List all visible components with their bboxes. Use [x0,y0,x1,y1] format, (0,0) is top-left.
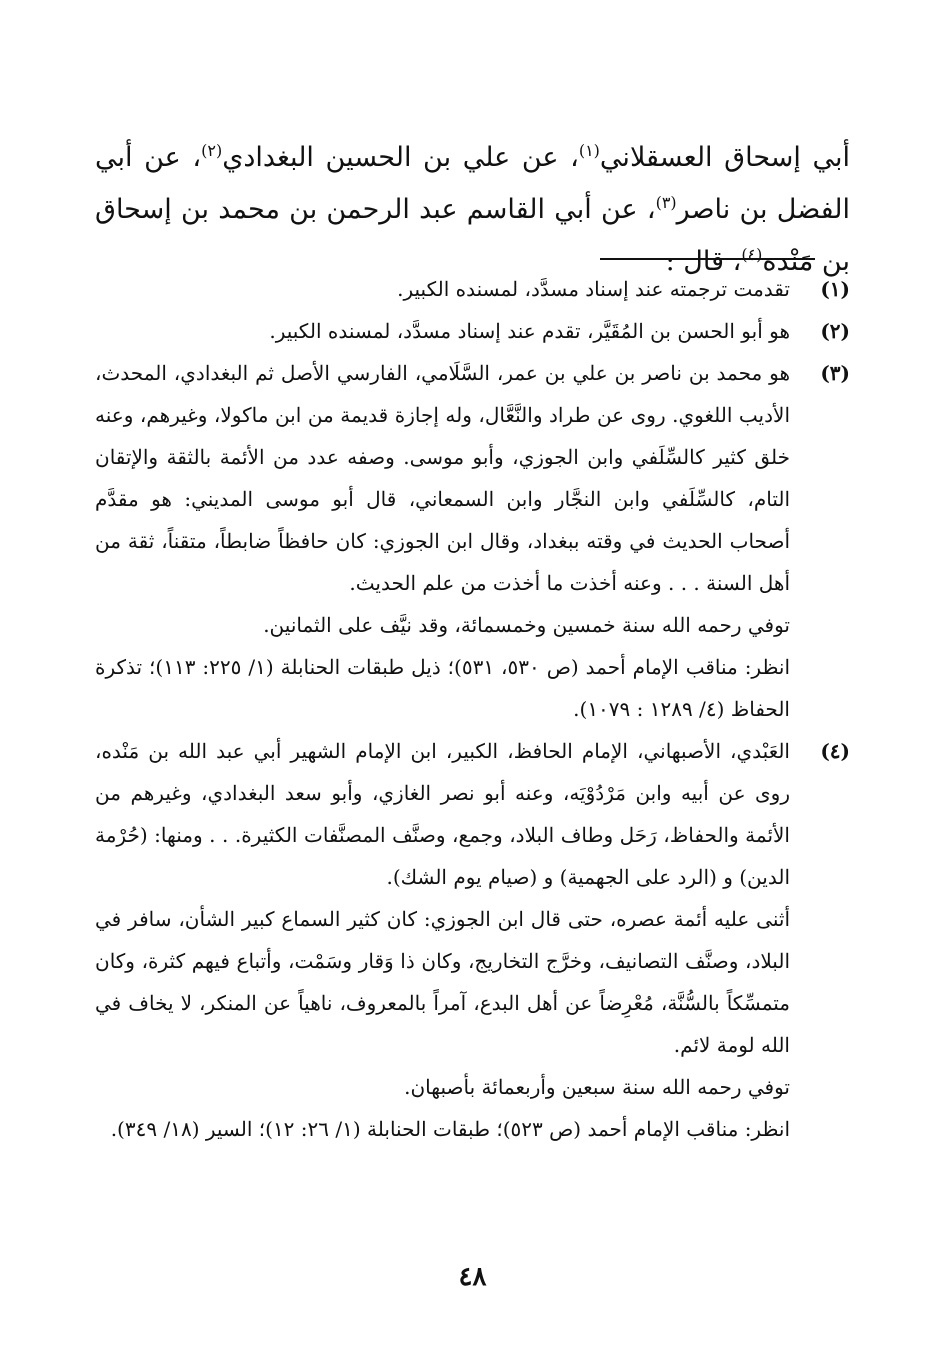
footnote-separator [600,258,815,260]
footnotes [95,268,850,1150]
main-paragraph [95,132,850,288]
main-text-segment: ، عن أبي الفضل بن ناصر [95,142,851,225]
main-text-segment: ، عن أبي القاسم عبد الرحمن بن محمد بن إسحاق بن مَنْده [95,194,850,277]
footnote-text: تقدمت ترجمته عند إسناد مسدَّد، لمسنده الكبير. [397,277,790,301]
main-text-segment: ، عن علي بن الحسين البغدادي [222,142,579,173]
footnote-number: (٢) [820,319,850,343]
main-text-segment: ، قال : [665,246,742,277]
page-number: ٤٨ [458,1262,487,1292]
footnote-text: توفي رحمه الله سنة سبعين وأربعمائة بأصبهان. [404,1075,790,1099]
footnote-2 [95,310,850,352]
footnote-1 [95,268,850,310]
footnote-text: توفي رحمه الله سنة خمسين وخمسمائة، وقد نيَّف على الثمانين. [263,613,790,637]
footnote-text: العَبْدي، الأصبهاني، الإمام الحافظ، الكبير، ابن الإمام الشهير أبي عبد الله بن مَنْده، روى عن أبيه وابن مَرْدُوْيَه، وعنه أبو نصر الغازي، وأبو سعد البغدادي، وغيرهم من الأئمة والحفاظ، رَحَل وطاف البلاد، وجمع، وصنَّف المصنَّفات الكثيرة. . . ومنها: (حُرْمة الدين) و (الرد على الجهمية) و (صيام يوم الشك). [95,739,790,889]
footnote-text: انظر: مناقب الإمام أحمد (ص ٥٢٣)؛ طبقات الحنابلة (١/ ٢٦: ١٢)؛ السير (١٨/ ٣٤٩). [110,1117,790,1141]
footnote-number: (٤) [820,739,850,763]
footnote-number: (٣) [820,361,850,385]
main-text [95,132,850,288]
footnote-ref: (١) [578,141,600,160]
footnote-ref: (٤) [741,245,763,264]
footnote-4 [95,730,850,1150]
footnote-number: (١) [820,277,850,301]
footnote-text: هو محمد بن ناصر بن علي بن عمر، السَّلَامي، الفارسي الأصل ثم البغدادي، المحدث، الأديب اللغوي. روى عن طراد والنَّعَّال، وله إجازة قديمة من ابن ماكولا، وغيرهم، وعنه خلق كثير كالسِّلَفي وابن الجوزي، وأبو موسى. وصفه عدد من الأئمة بالثقة والإتقان التام، كالسِّلَفي وابن النجَّار وابن السمعاني، قال أبو موسى المديني: هو مقدَّم أصحاب الحديث في وقته ببغداد، وقال ابن الجوزي: كان حافظاً ضابطاً، متقناً، ثقة من أهل السنة . . . وعنه أخذت ما أخذت من علم الحديث. [95,361,790,595]
footnote-text: هو أبو الحسن بن المُقَيَّر، تقدم عند إسناد مسدَّد، لمسنده الكبير. [269,319,790,343]
footnote-ref: (٣) [655,193,677,212]
main-text-segment: أبي إسحاق العسقلاني [599,142,850,173]
footnote-text: أثنى عليه أئمة عصره، حتى قال ابن الجوزي: كان كثير السماع كبير الشأن، سافر في البلاد، وصنَّف التصانيف، وخرَّج التخاريج، وكان ذا وَقار وسَمْت، وأتباع فيهم كثرة، وكان متمسِّكاً بالسُّنَّة، مُعْرِضاً عن أهل البدع، آمراً بالمعروف، ناهياً عن المنكر، لا يخاف في الله لومة لائم. [95,907,790,1057]
footnote-ref: (٢) [201,141,223,160]
footnote-text: انظر: مناقب الإمام أحمد (ص ٥٣٠، ٥٣١)؛ ذيل طبقات الحنابلة (١/ ٢٢٥: ١١٣)؛ تذكرة الحفاظ (٤/ ١٢٨٩ : ١٠٧٩). [95,655,790,721]
footnote-3 [95,352,850,730]
